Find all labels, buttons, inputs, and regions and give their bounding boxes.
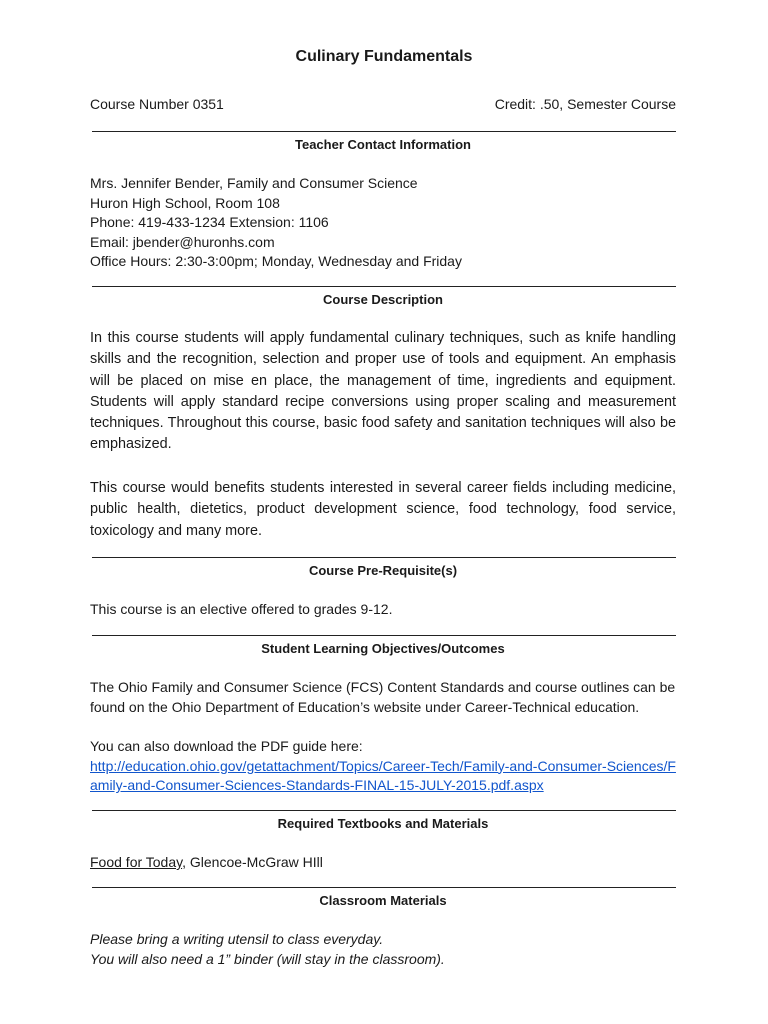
- learning-objectives-heading: Student Learning Objectives/Outcomes: [261, 641, 505, 656]
- objectives-line: found on the Ohio Department of Education’s website under Career-Technical education.: [90, 698, 640, 715]
- pdf-guide-link[interactable]: http://education.ohio.gov/getattachment/Topics/Career-Tech/Family-and-Consumer-Sciences/F: [90, 757, 676, 774]
- textbooks-heading: Required Textbooks and Materials: [277, 816, 489, 831]
- teacher-name: Mrs. Jennifer Bender, Family and Consumer Science: [90, 175, 418, 191]
- teacher-school: Huron High School, Room 108: [90, 194, 280, 211]
- teacher-office-hours: Office Hours: 2:30-3:00pm; Monday, Wednesday and Friday: [90, 253, 462, 270]
- classroom-materials-line: Please bring a writing utensil to class everyday.: [90, 931, 384, 947]
- course-description-heading: Course Description: [323, 292, 443, 307]
- divider: [92, 887, 676, 888]
- divider: [92, 131, 676, 132]
- course-number: Course Number 0351: [90, 96, 224, 112]
- pdf-guide-link-continued[interactable]: amily-and-Consumer-Sciences-Standards-FINAL-15-JULY-2015.pdf.aspx: [90, 777, 544, 794]
- classroom-materials-text: [90, 930, 676, 969]
- course-description-paragraph-1: In this course students will apply fundamental culinary techniques, such as knife handling skills and the recognition, selection and proper use of tools and equipment. An emphasis will be placed on mise en place, the management of time, ingredients and equipment. Students will apply standard recipe conversions using proper scaling and measurement techniques. Throughout this course, basic food safety and sanitation techniques will also be emphasized.: [90, 330, 676, 453]
- course-info-row: [90, 96, 676, 112]
- course-description-paragraph-2: This course would benefits students interested in several career fields including medicine, public health, dietetics, product development science, food technology, food service, toxicology and many more.: [90, 480, 676, 539]
- divider: [92, 635, 676, 636]
- divider: [92, 286, 676, 287]
- divider: [92, 810, 676, 811]
- teacher-email: Email: jbender@huronhs.com: [90, 233, 275, 250]
- pdf-download-text: You can also download the PDF guide here:: [90, 738, 363, 754]
- teacher-contact-heading: Teacher Contact Information: [294, 137, 471, 152]
- textbook-title: Food for Today: [90, 854, 183, 870]
- learning-objectives-text: [90, 678, 676, 717]
- classroom-materials-line: You will also need a 1” binder (will stay in the classroom).: [90, 950, 445, 967]
- objectives-line: The Ohio Family and Consumer Science (FCS) Content Standards and course outlines can be: [90, 679, 676, 695]
- divider: [92, 557, 676, 558]
- teacher-contact-info: [90, 174, 676, 272]
- teacher-phone: Phone: 419-433-1234 Extension: 1106: [90, 214, 329, 231]
- textbook-entry: [90, 853, 676, 873]
- pdf-guide-block: [90, 737, 676, 796]
- textbook-publisher: , Glencoe-McGraw HIll: [182, 854, 323, 870]
- course-credit: Credit: .50, Semester Course: [494, 96, 676, 112]
- classroom-materials-heading: Classroom Materials: [319, 893, 447, 908]
- prerequisites-heading: Course Pre-Requisite(s): [308, 563, 458, 578]
- document-title: Culinary Fundamentals: [295, 48, 473, 65]
- prerequisites-text: This course is an elective offered to grades 9-12.: [90, 601, 393, 617]
